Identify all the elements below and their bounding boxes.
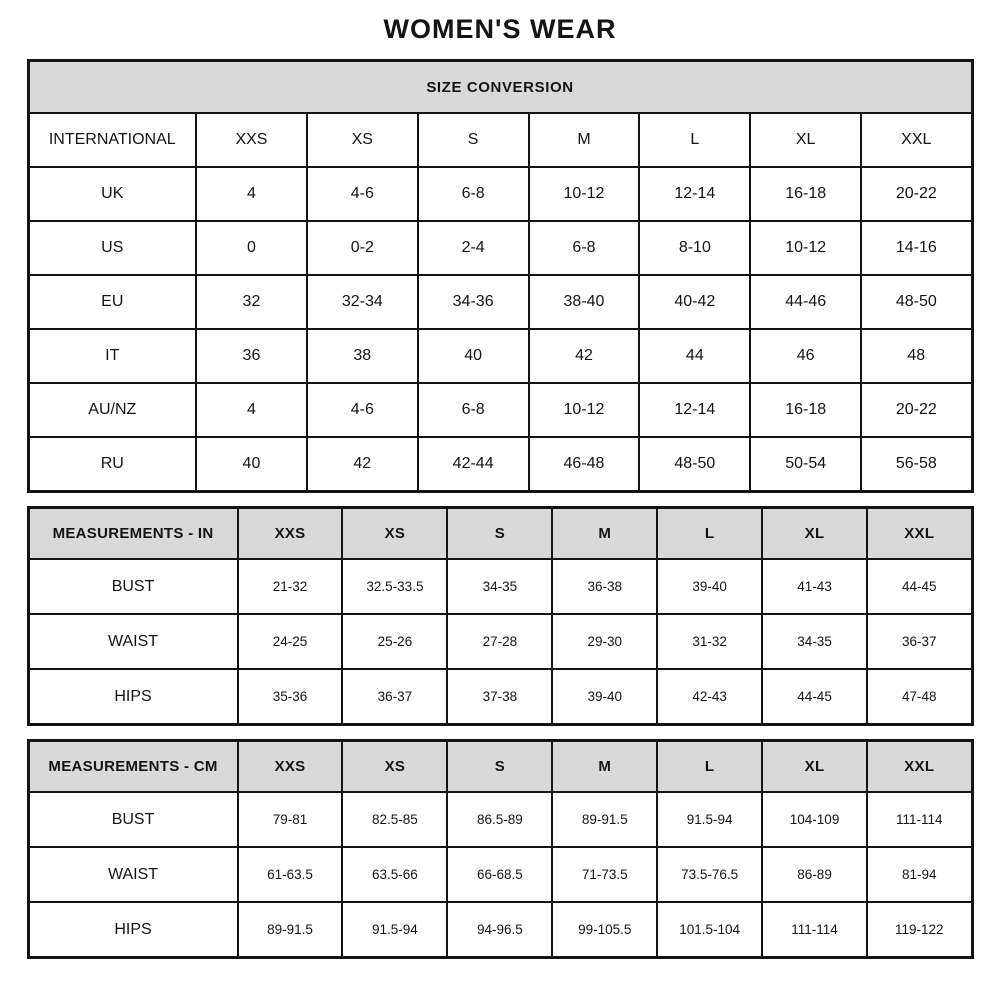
column-header: XXL [867, 741, 972, 793]
table-cell: 42 [529, 329, 640, 383]
table-cell: 71-73.5 [552, 847, 657, 902]
table-cell: 44-45 [762, 669, 867, 725]
table-cell: 10-12 [529, 383, 640, 437]
table-cell: 47-48 [867, 669, 972, 725]
table-cell: 104-109 [762, 792, 867, 847]
table-cell: 46-48 [529, 437, 640, 492]
column-header: XS [307, 113, 418, 167]
table-cell: 61-63.5 [238, 847, 343, 902]
table-cell: 24-25 [238, 614, 343, 669]
table-row [28, 792, 972, 847]
table-cell: 37-38 [447, 669, 552, 725]
column-header: L [657, 508, 762, 560]
column-header: L [639, 113, 750, 167]
table-cell: 20-22 [861, 383, 972, 437]
table-cell: 4-6 [307, 167, 418, 221]
column-header: S [418, 113, 529, 167]
table-row [28, 669, 972, 725]
table-cell: 82.5-85 [342, 792, 447, 847]
table-cell: 79-81 [238, 792, 343, 847]
table-cell: 91.5-94 [342, 902, 447, 958]
table-cell: 4 [196, 167, 307, 221]
table-cell: 41-43 [762, 559, 867, 614]
table-cell: 111-114 [867, 792, 972, 847]
table-cell: 46 [750, 329, 861, 383]
table-cell: 42 [307, 437, 418, 492]
table-cell: 48-50 [861, 275, 972, 329]
table-cell: 29-30 [552, 614, 657, 669]
column-header: M [552, 741, 657, 793]
table-row [28, 902, 972, 958]
table-row [28, 614, 972, 669]
table-row [28, 167, 972, 221]
table-row [28, 383, 972, 437]
table-cell: 6-8 [418, 383, 529, 437]
table-cell: 32 [196, 275, 307, 329]
section-header: MEASUREMENTS - CM [28, 741, 238, 793]
table-cell: 86.5-89 [447, 792, 552, 847]
table-cell: 4 [196, 383, 307, 437]
table-cell: 42-44 [418, 437, 529, 492]
column-header: XXL [867, 508, 972, 560]
table-cell: 42-43 [657, 669, 762, 725]
table-row [28, 275, 972, 329]
table-row [28, 61, 972, 114]
table-cell: 12-14 [639, 383, 750, 437]
table-cell: 36 [196, 329, 307, 383]
page-title: WOMEN'S WEAR [383, 14, 617, 44]
column-header: XXS [238, 508, 343, 560]
table-cell: 63.5-66 [342, 847, 447, 902]
row-label: WAIST [28, 847, 238, 902]
table-cell: 36-38 [552, 559, 657, 614]
row-label: US [28, 221, 196, 275]
column-header: M [552, 508, 657, 560]
size-conversion-table [27, 59, 974, 493]
table-cell: 48 [861, 329, 972, 383]
table-cell: 50-54 [750, 437, 861, 492]
column-header: XS [342, 508, 447, 560]
column-header: XS [342, 741, 447, 793]
table-cell: 27-28 [447, 614, 552, 669]
column-header: L [657, 741, 762, 793]
row-label: BUST [28, 559, 238, 614]
row-label: RU [28, 437, 196, 492]
table-cell: 31-32 [657, 614, 762, 669]
table-cell: 10-12 [529, 167, 640, 221]
column-header: XXL [861, 113, 972, 167]
table-cell: 32.5-33.5 [342, 559, 447, 614]
column-header: S [447, 741, 552, 793]
table-cell: 0 [196, 221, 307, 275]
column-header: XL [762, 508, 867, 560]
table-cell: 44-46 [750, 275, 861, 329]
table-cell: 6-8 [529, 221, 640, 275]
table-cell: 14-16 [861, 221, 972, 275]
row-label: BUST [28, 792, 238, 847]
table-cell: 12-14 [639, 167, 750, 221]
table-cell: 119-122 [867, 902, 972, 958]
table-cell: 56-58 [861, 437, 972, 492]
column-header: S [447, 508, 552, 560]
row-label: AU/NZ [28, 383, 196, 437]
table-cell: 4-6 [307, 383, 418, 437]
table-cell: 36-37 [867, 614, 972, 669]
table-row [28, 508, 972, 560]
table-cell: 21-32 [238, 559, 343, 614]
table-cell: 40-42 [639, 275, 750, 329]
table-cell: 32-34 [307, 275, 418, 329]
section-header: SIZE CONVERSION [28, 61, 972, 114]
table-cell: 66-68.5 [447, 847, 552, 902]
table-cell: 2-4 [418, 221, 529, 275]
row-label: HIPS [28, 669, 238, 725]
section-header: MEASUREMENTS - IN [28, 508, 238, 560]
table-cell: 34-35 [762, 614, 867, 669]
table-cell: 35-36 [238, 669, 343, 725]
table-cell: 36-37 [342, 669, 447, 725]
table-cell: 101.5-104 [657, 902, 762, 958]
table-row [28, 329, 972, 383]
measurements-cm-table [27, 739, 974, 959]
table-cell: 99-105.5 [552, 902, 657, 958]
table-cell: 73.5-76.5 [657, 847, 762, 902]
table-cell: 34-35 [447, 559, 552, 614]
column-header: XL [750, 113, 861, 167]
table-cell: 81-94 [867, 847, 972, 902]
column-header: INTERNATIONAL [28, 113, 196, 167]
table-cell: 89-91.5 [238, 902, 343, 958]
table-cell: 39-40 [552, 669, 657, 725]
row-label: EU [28, 275, 196, 329]
table-cell: 48-50 [639, 437, 750, 492]
table-cell: 91.5-94 [657, 792, 762, 847]
table-cell: 86-89 [762, 847, 867, 902]
table-row [28, 559, 972, 614]
table-row [28, 847, 972, 902]
table-cell: 34-36 [418, 275, 529, 329]
table-cell: 8-10 [639, 221, 750, 275]
table-cell: 16-18 [750, 167, 861, 221]
table-cell: 44-45 [867, 559, 972, 614]
table-row [28, 437, 972, 492]
table-cell: 6-8 [418, 167, 529, 221]
row-label: HIPS [28, 902, 238, 958]
table-cell: 16-18 [750, 383, 861, 437]
row-label: IT [28, 329, 196, 383]
table-cell: 44 [639, 329, 750, 383]
table-cell: 111-114 [762, 902, 867, 958]
table-cell: 20-22 [861, 167, 972, 221]
table-cell: 89-91.5 [552, 792, 657, 847]
row-label: UK [28, 167, 196, 221]
row-label: WAIST [28, 614, 238, 669]
column-header: XL [762, 741, 867, 793]
table-row [28, 221, 972, 275]
table-cell: 25-26 [342, 614, 447, 669]
table-row [28, 113, 972, 167]
column-header: XXS [238, 741, 343, 793]
table-cell: 38-40 [529, 275, 640, 329]
table-cell: 94-96.5 [447, 902, 552, 958]
measurements-in-table [27, 506, 974, 726]
column-header: XXS [196, 113, 307, 167]
table-cell: 0-2 [307, 221, 418, 275]
table-cell: 10-12 [750, 221, 861, 275]
table-cell: 40 [418, 329, 529, 383]
table-cell: 40 [196, 437, 307, 492]
column-header: M [529, 113, 640, 167]
table-cell: 39-40 [657, 559, 762, 614]
table-row [28, 741, 972, 793]
table-cell: 38 [307, 329, 418, 383]
